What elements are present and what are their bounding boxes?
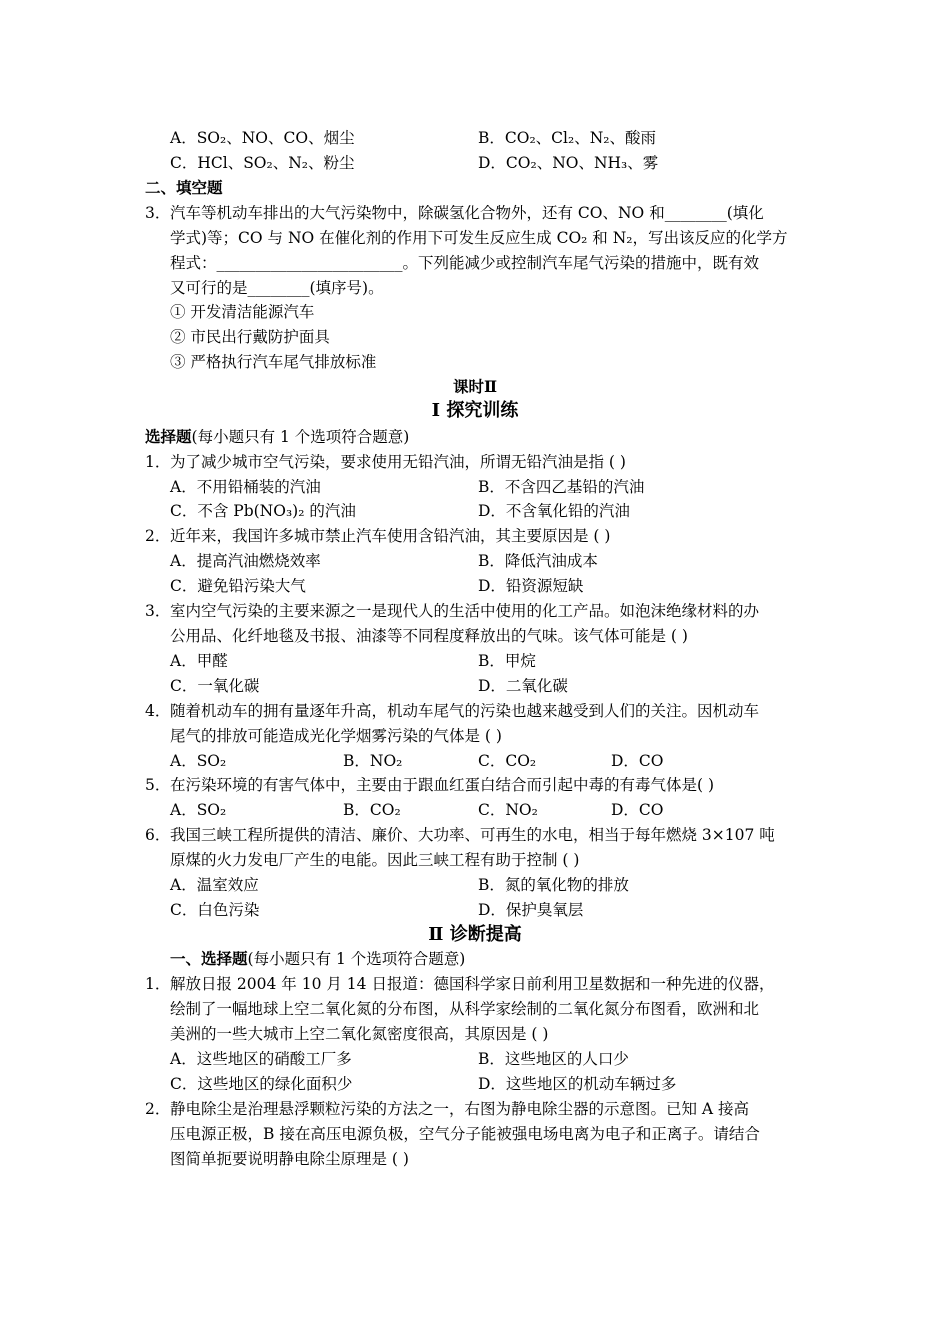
option-d: D．保护臭氧层 — [478, 901, 584, 919]
question-text: 随着机动车的拥有量逐年升高，机动车尾气的污染也越来越受到人们的关注。因机动车 — [170, 702, 760, 720]
option-c: C．白色污染 — [170, 901, 260, 919]
option-d: D．铅资源短缺 — [478, 577, 584, 595]
question-text: 压电源正极，B 接在高压电源负极，空气分子能被强电场电离为电子和正离子。请结合 — [170, 1125, 760, 1143]
option-c: C．不含 Pb(NO₃)₂ 的汽油 — [170, 502, 356, 520]
option-a: A．温室效应 — [170, 876, 259, 894]
option-b: B．不含四乙基铅的汽油 — [478, 478, 645, 496]
instructions-label: 一、选择题 — [170, 949, 248, 968]
option-d: D．CO₂、NO、NH₃、雾 — [478, 154, 659, 172]
option-c: C．一氧化碳 — [170, 677, 260, 695]
list-item: ② 市民出行戴防护面具 — [170, 328, 330, 346]
question-text: 尾气的排放可能造成光化学烟雾污染的气体是 ( ) — [170, 727, 502, 745]
option-d: D．不含氧化铅的汽油 — [478, 502, 630, 520]
question-text: 近年来，我国许多城市禁止汽车使用含铅汽油，其主要原因是 ( ) — [170, 527, 611, 545]
instructions — [170, 949, 465, 969]
option-b: B．这些地区的人口少 — [478, 1050, 629, 1068]
part-title: Ⅱ 诊断提高 — [428, 924, 522, 945]
list-item: ③ 严格执行汽车尾气排放标准 — [170, 353, 377, 371]
question-number: 2． — [145, 1100, 171, 1118]
question-number: 4． — [145, 702, 171, 720]
option-b: B．甲烷 — [478, 652, 536, 670]
question-number: 1． — [145, 453, 171, 471]
instructions-text: (每小题只有 1 个选项符合题意) — [191, 428, 410, 446]
option-b: B．氮的氧化物的排放 — [478, 876, 629, 894]
question-number: 3． — [145, 602, 171, 620]
question-number: 5． — [145, 776, 171, 794]
option-b: B．NO₂ — [343, 752, 403, 770]
option-b: B．降低汽油成本 — [478, 552, 598, 570]
question-text: 为了减少城市空气污染，要求使用无铅汽油，所谓无铅汽油是指 ( ) — [170, 453, 626, 471]
option-a: A．SO₂ — [170, 801, 227, 819]
question-number: 1． — [145, 975, 171, 993]
question-text: 我国三峡工程所提供的清洁、廉价、大功率、可再生的水电，相当于每年燃烧 3×107 吨 — [170, 826, 775, 844]
question-text: 静电除尘是治理悬浮颗粒污染的方法之一，右图为静电除尘器的示意图。已知 A 接高 — [170, 1100, 750, 1118]
lesson-title: 课时Ⅱ — [452, 377, 498, 396]
question-text: 图简单扼要说明静电除尘原理是 ( ) — [170, 1150, 409, 1168]
question-number: 2． — [145, 527, 171, 545]
question-text: 美洲的一些大城市上空二氧化氮密度很高，其原因是 ( ) — [170, 1025, 549, 1043]
question-text: 绘制了一幅地球上空二氧化氮的分布图，从科学家绘制的二氧化氮分布图看，欧洲和北 — [170, 1000, 760, 1018]
option-a: A．甲醛 — [170, 652, 228, 670]
option-c: C．这些地区的绿化面积少 — [170, 1075, 353, 1093]
option-a: A．提高汽油燃烧效率 — [170, 552, 321, 570]
question-text: 程式：________________________。下列能减少或控制汽车尾气污染的措施中，既有效 — [170, 254, 760, 272]
question-text: 汽车等机动车排出的大气污染物中，除碳氢化合物外，还有 CO、NO 和________(填化 — [170, 204, 764, 222]
list-item: ① 开发清洁能源汽车 — [170, 303, 315, 321]
option-a: A．SO₂、NO、CO、烟尘 — [170, 129, 355, 147]
part-title: Ⅰ 探究训练 — [431, 400, 519, 421]
section-heading: 二、填空题 — [145, 178, 223, 197]
option-d: D．二氧化碳 — [478, 677, 568, 695]
option-d: D．CO — [611, 801, 664, 819]
option-c: C．NO₂ — [478, 801, 538, 819]
option-a: A．这些地区的硝酸工厂多 — [170, 1050, 352, 1068]
question-text: 在污染环境的有害气体中，主要由于跟血红蛋白结合而引起中毒的有毒气体是( ) — [170, 776, 715, 794]
question-number: 3． — [145, 204, 171, 222]
option-c: C．HCl、SO₂、N₂、粉尘 — [170, 154, 355, 172]
instructions-text: (每小题只有 1 个选项符合题意) — [247, 950, 466, 968]
instructions-label: 选择题 — [145, 427, 192, 446]
instructions — [145, 427, 409, 447]
option-b: B．CO₂ — [343, 801, 401, 819]
question-text: 原煤的火力发电厂产生的电能。因此三峡工程有助于控制 ( ) — [170, 851, 580, 869]
question-text: 又可行的是________(填序号)。 — [170, 279, 384, 297]
question-text: 解放日报 2004 年 10 月 14 日报道：德国科学家日前利用卫星数据和一种先进的仪器， — [170, 975, 775, 993]
question-text: 室内空气污染的主要来源之一是现代人的生活中使用的化工产品。如泡沫绝缘材料的办 — [170, 602, 760, 620]
question-number: 6． — [145, 826, 171, 844]
option-a: A．不用铅桶装的汽油 — [170, 478, 321, 496]
option-a: A．SO₂ — [170, 752, 227, 770]
option-b: B．CO₂、Cl₂、N₂、酸雨 — [478, 129, 656, 147]
question-text: 公用品、化纤地毯及书报、油漆等不同程度释放出的气味。该气体可能是 ( ) — [170, 627, 688, 645]
question-text: 学式)等；CO 与 NO 在催化剂的作用下可发生反应生成 CO₂ 和 N₂，写出该反应的化学方 — [170, 229, 788, 247]
option-c: C．避免铅污染大气 — [170, 577, 306, 595]
option-d: D．这些地区的机动车辆过多 — [478, 1075, 677, 1093]
option-d: D．CO — [611, 752, 664, 770]
option-c: C．CO₂ — [478, 752, 537, 770]
